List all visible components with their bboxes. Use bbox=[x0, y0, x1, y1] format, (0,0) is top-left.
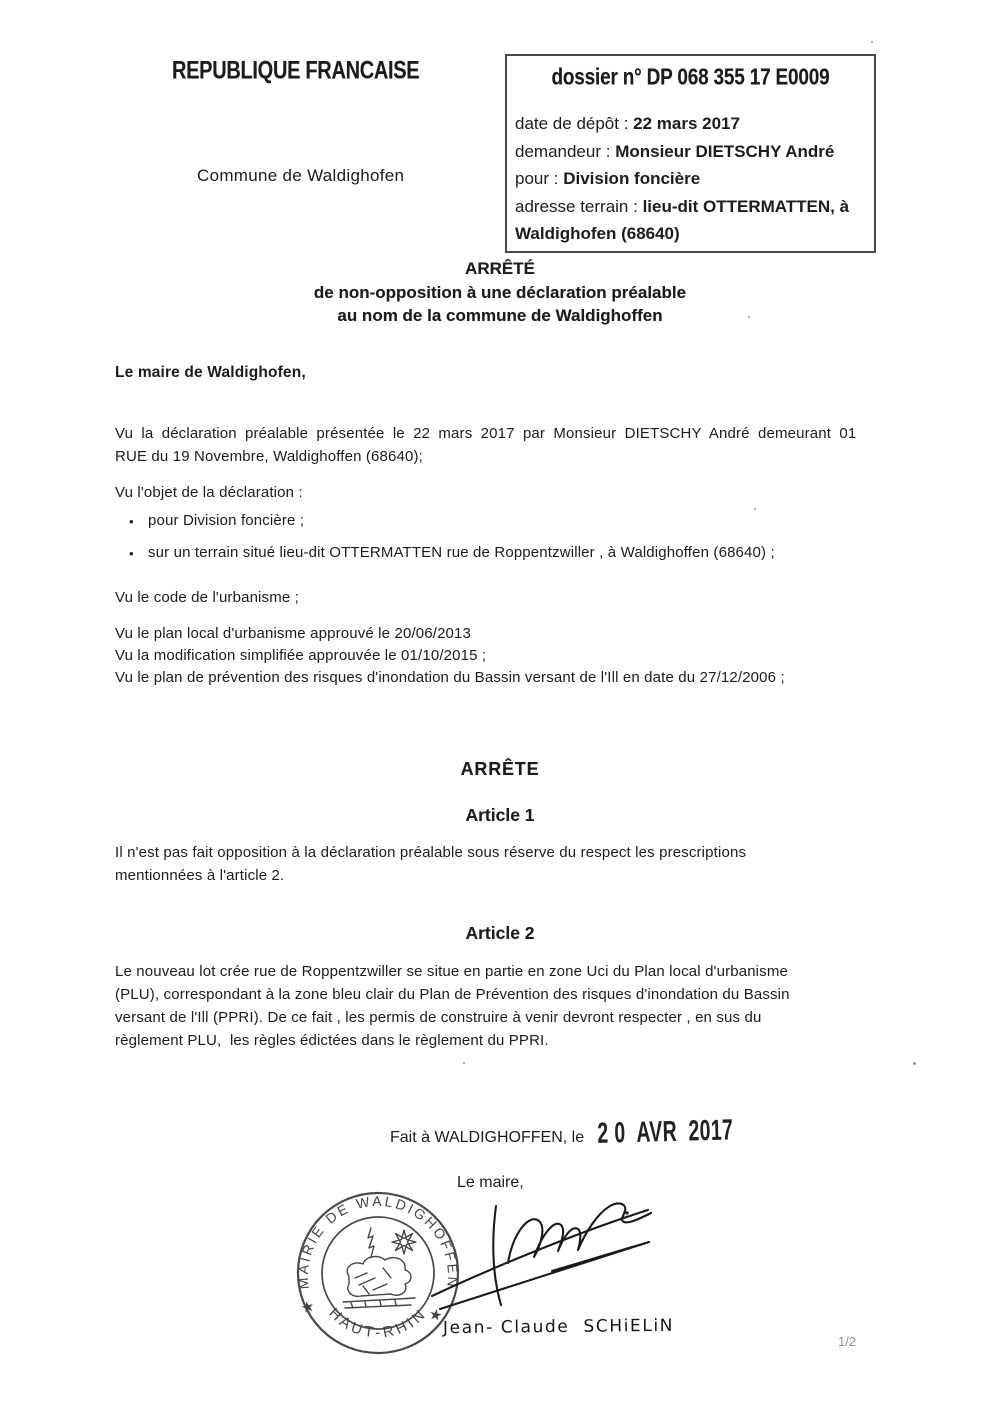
article2-line: Le nouveau lot crée rue de Roppentzwiller se situe en partie en zone Uci du Plan local d'urbanisme bbox=[115, 963, 788, 980]
date-stamp: 2 0 AVR 2017 bbox=[597, 1113, 734, 1150]
dossier-fields bbox=[515, 110, 867, 248]
republic-heading: REPUBLIQUE FRANCAISE bbox=[172, 57, 420, 85]
article1-paragraph bbox=[115, 842, 746, 887]
recital-line: RUE du 19 Novembre, Waldighoffen (68640); bbox=[115, 447, 423, 465]
article2-line: règlement PLU, les règles édictées dans le règlement du PPRI. bbox=[115, 1032, 549, 1049]
field-value: lieu-dit OTTERMATTEN, à Waldighofen (68640) bbox=[515, 196, 850, 243]
field-pour bbox=[515, 165, 867, 193]
decree-title-line3: au nom de la commune de Waldighoffen bbox=[337, 306, 663, 325]
field-label: adresse terrain : bbox=[515, 196, 643, 216]
article1-title: Article 1 bbox=[465, 805, 535, 825]
arrete-heading: ARRÊTE bbox=[460, 759, 540, 779]
handwritten-name: Jean- Claude SCHiELiN bbox=[442, 1315, 675, 1339]
place-and-date-line: Fait à WALDIGHOFFEN, le bbox=[390, 1129, 585, 1146]
recital-ppri: Vu le plan de prévention des risques d'inondation du Bassin versant de l'Ill en date du 27/12/2006 ; bbox=[115, 669, 785, 686]
scan-speck bbox=[871, 41, 873, 43]
scan-speck bbox=[748, 316, 750, 318]
stamp-arc-text-bottom: HAUT-RHIN bbox=[325, 1304, 431, 1342]
recital-line: Vu la déclaration préalable présentée le 22 mars 2017 par Monsieur DIETSCHY André demeurant 01 bbox=[115, 425, 857, 442]
scan-speck bbox=[913, 1062, 916, 1065]
field-value: 22 mars 2017 bbox=[633, 114, 740, 133]
signer-title: Le maire, bbox=[457, 1174, 524, 1191]
bullet-icon: • bbox=[129, 546, 134, 561]
field-label: pour : bbox=[515, 169, 564, 188]
field-value: Division foncière bbox=[563, 169, 701, 188]
stamp-emblem bbox=[343, 1225, 421, 1308]
article2-title: Article 2 bbox=[465, 923, 535, 943]
stamp-arc-text-top: MAIRIE DE WALDIGHOFFEN bbox=[294, 1192, 462, 1291]
bullet-icon: • bbox=[129, 514, 134, 529]
decree-title-line2: de non-opposition à une déclaration préalable bbox=[313, 282, 687, 302]
dossier-info-box bbox=[505, 54, 876, 253]
dossier-number: dossier n° DP 068 355 17 E0009 bbox=[551, 65, 830, 91]
stamp-star-right-icon: ★ bbox=[427, 1305, 444, 1326]
stamp-star-left-icon: ★ bbox=[299, 1297, 317, 1318]
signature-stroke bbox=[415, 1173, 695, 1333]
field-label: date de dépôt : bbox=[515, 114, 634, 133]
decree-title bbox=[5, 257, 995, 328]
scan-speck bbox=[463, 1062, 465, 1064]
recital-code-urbanisme: Vu le code de l'urbanisme ; bbox=[115, 589, 299, 606]
bullet-text: sur un terrain situé lieu-dit OTTERMATTEN rue de Roppentzwiller , à Waldighoffen (68640) ; bbox=[148, 544, 775, 561]
recital-modification: Vu la modification simplifiée approuvée le 01/10/2015 ; bbox=[115, 647, 487, 664]
recital-plu: Vu le plan local d'urbanisme approuvé le 20/06/2013 bbox=[115, 625, 472, 642]
field-adresse-terrain bbox=[515, 193, 867, 248]
article2-paragraph bbox=[115, 960, 790, 1052]
article1-line: Il n'est pas fait opposition à la déclaration préalable sous réserve du respect les prescriptions bbox=[115, 844, 747, 861]
field-value: Monsieur DIETSCHY André bbox=[615, 141, 835, 161]
article1-line: mentionnées à l'article 2. bbox=[115, 866, 285, 884]
field-label: demandeur : bbox=[515, 141, 616, 161]
page-number: 1/2 bbox=[838, 1334, 857, 1349]
recital-declaration bbox=[115, 423, 856, 468]
commune-label: Commune de Waldighofen bbox=[197, 166, 405, 185]
decree-title-line1: ARRÊTÉ bbox=[465, 259, 535, 278]
article2-line: versant de l'Ill (PPRI). De ce fait , les permis de construire à venir devront respecter , en sus du bbox=[115, 1009, 762, 1026]
field-demandeur bbox=[515, 138, 867, 166]
recital-objet: Vu l'objet de la déclaration : bbox=[115, 484, 303, 501]
scan-speck bbox=[754, 508, 756, 510]
bullet-text: pour Division foncière ; bbox=[148, 512, 305, 529]
field-date-depot bbox=[515, 110, 867, 138]
salutation: Le maire de Waldighofen, bbox=[115, 364, 306, 381]
article2-line: (PLU), correspondant à la zone bleu clair du Plan de Prévention des risques d'inondation du Bassin bbox=[115, 986, 790, 1003]
